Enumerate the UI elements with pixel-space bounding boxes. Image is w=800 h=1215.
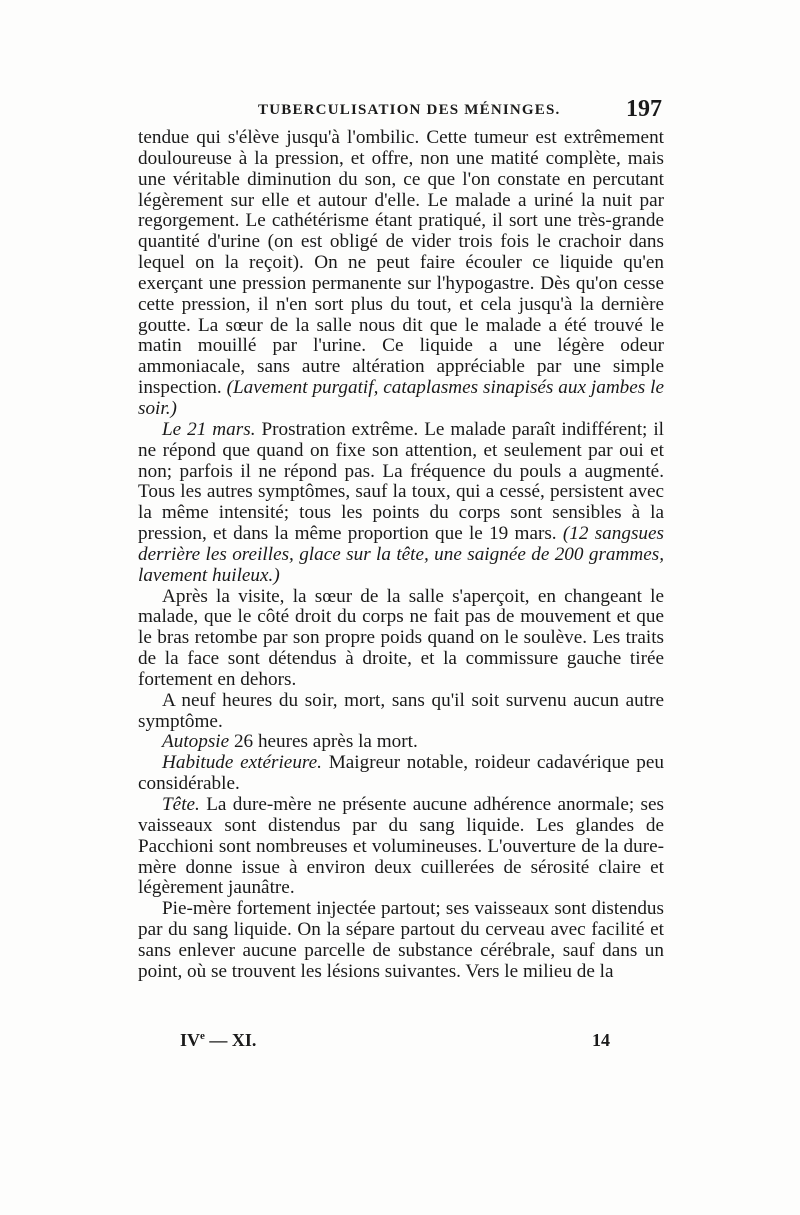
paragraph-text: Pie-mère fortement injectée partout; ses vaisseaux sont distendus par du sang liquide. On la sépare partout du cerveau avec facilité et sans enlever aucune parcelle de substance cérébrale, sauf dans un point, où se trouvent les lésions suivantes. Vers le milieu de la <box>138 898 664 982</box>
sheet-number: 14 <box>592 1030 610 1050</box>
paragraph-text: Après la visite, la sœur de la salle s'aperçoit, en changeant le malade, que le côté droit du corps ne fait pas de mouvement et que le bras retombe par son propre poids quand on le soulève. Les traits de la face sont détendus à droite, et la commissure gauche tirée fortement en dehors. <box>138 585 664 690</box>
date-lead: Le 21 mars. <box>162 418 256 440</box>
signature-mark <box>180 1030 256 1051</box>
paragraph-text: 26 heures après la mort. <box>229 731 418 753</box>
section-lead: Habitude extérieure. <box>162 752 322 774</box>
page-number: 197 <box>626 96 662 122</box>
paragraph <box>138 753 664 795</box>
paragraph <box>138 691 664 733</box>
paragraph <box>138 587 664 691</box>
signature-superscript: e <box>200 1030 205 1042</box>
paragraph <box>138 899 664 982</box>
paragraph-text: tendue qui s'élève jusqu'à l'ombilic. Cette tumeur est extrêmement douloureuse à la pression, et offre, non une matité complète, mais une véritable diminution du son, ce que l'on constate en percutant légèrement sur elle et autour d'elle. Le malade a uriné la nuit par regorgement. Le cathétérisme étant pratiqué, il sort une très-grande quantité d'urine (on est obligé de vider trois fois le crachoir dans lequel on la reçoit). On ne peut faire écouler ce liquide qu'en exerçant une pression permanente sur l'hypogastre. Dès qu'on cesse cette pression, il n'en sort plus du tout, et cela jusqu'à la dernière goutte. La sœur de la salle nous dit que le malade a été trouvé le matin mouillé par l'urine. Ce liquide a une légère odeur ammoniacale, sans autre altération appréciable par une simple inspection. <box>138 127 664 399</box>
section-lead: Autopsie <box>162 731 230 753</box>
treatment-note: (12 sangsues derrière les oreilles, glace sur la tête, une saignée de 200 grammes, lavement huileux.) <box>138 523 664 586</box>
paragraph-text: Maigreur notable, roideur cadavérique peu considérable. <box>138 752 665 795</box>
section-lead: Tête. <box>162 794 200 815</box>
signature-numeral: IV <box>180 1030 201 1050</box>
treatment-note: (Lavement purgatif, cataplasmes sinapisés aux jambes le soir.) <box>138 377 664 419</box>
signature-suffix: — XI. <box>204 1030 257 1050</box>
paragraph-text: La dure-mère ne présente aucune adhérence anormale; ses vaisseaux sont distendus par du sang liquide. Les glandes de Pacchioni sont nombreuses et volumineuses. L'ouverture de la dure-mère donne issue à environ deux cuillerées de sérosité claire et légèrement jaunâtre. <box>138 794 664 899</box>
running-title: TUBERCULISATION DES MÉNINGES. <box>258 102 561 118</box>
paragraph <box>138 420 664 587</box>
paragraph <box>138 795 664 899</box>
paragraph-text: A neuf heures du soir, mort, sans qu'il soit survenu aucun autre symptôme. <box>138 689 664 732</box>
paragraph-text: Prostration extrême. Le malade paraît indifférent; il ne répond que quand on fixe son attention, et seulement par oui et non; parfois il ne répond pas. La fréquence du pouls a augmenté. Tous les autres symptômes, sauf la toux, qui a cessé, persistent avec la même intensité; tous les points du corps sont sensibles à la pression, et dans la même proportion que le 19 mars. <box>138 418 664 545</box>
running-head <box>140 96 662 126</box>
page-footer <box>140 1030 662 1056</box>
paragraph <box>138 732 664 753</box>
body-text <box>138 128 664 983</box>
paragraph <box>138 128 664 420</box>
